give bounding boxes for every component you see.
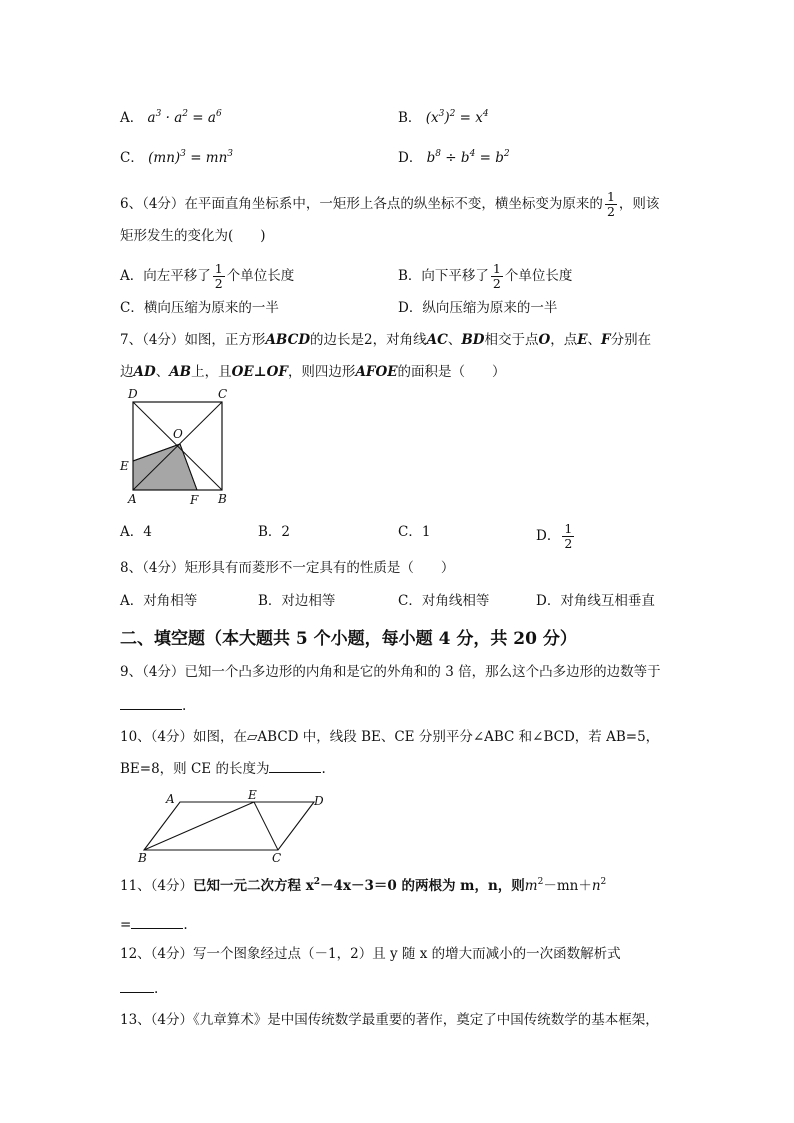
answer-blank[interactable] bbox=[120, 978, 154, 993]
q10-stem-line2: BE=8，则 CE 的长度为 . bbox=[120, 758, 326, 779]
q7-option-c: C．1 bbox=[398, 524, 431, 540]
segment-be bbox=[144, 802, 254, 850]
label-a: A bbox=[166, 792, 175, 806]
math-expression: $a^3 \cdot a^2 = a^6$ bbox=[147, 109, 222, 126]
q5-option-a: A． $a^3 \cdot a^2 = a^6$ bbox=[120, 109, 222, 126]
label-c: C bbox=[272, 851, 282, 865]
shaded-quadrilateral-afoe bbox=[133, 444, 197, 490]
q12-stem: 12、（4分）写一个图象经过点（－1，2）且 y 随 x 的增大而减小的一次函数解析式 bbox=[120, 946, 621, 962]
label-o: O bbox=[173, 427, 183, 441]
parallelogram-abcd bbox=[144, 802, 314, 850]
q10-parallelogram-figure bbox=[134, 788, 334, 866]
math-expression: $(x^3)^2 = x^4$ bbox=[425, 109, 489, 126]
fraction-half: $\frac{1}{2}$ bbox=[492, 261, 501, 291]
q8-option-a: A．对角相等 bbox=[120, 593, 198, 609]
q7-square-figure bbox=[116, 384, 242, 510]
q9-answer-line: . bbox=[120, 695, 186, 716]
math-expression: $(mn)^3 = mn^3$ bbox=[148, 149, 234, 166]
q6-stem-line1: 6、（4分）在平面直角坐标系中，一矩形上各点的纵坐标不变，横坐标变为原来的 $\frac{1}{2}$ ，则该 bbox=[120, 189, 660, 219]
label-e: E bbox=[120, 459, 129, 473]
label-f: F bbox=[190, 493, 199, 507]
q8-stem: 8、（4分）矩形具有而菱形不一定具有的性质是（ ） bbox=[120, 560, 455, 576]
q10-stem-line1: 10、（4分）如图，在▱ABCD 中，线段 BE、CE 分别平分∠ABC 和∠BCD，若 AB=5， bbox=[120, 729, 660, 745]
section-heading-fill-in: 二、填空题（本大题共 5 个小题，每小题 4 分，共 20 分） bbox=[120, 629, 577, 649]
q8-option-c: C．对角线相等 bbox=[398, 593, 490, 609]
label-b: B bbox=[138, 851, 147, 865]
q6-stem-line2: 矩形发生的变化为( ) bbox=[120, 228, 266, 244]
label-d: D bbox=[314, 794, 324, 808]
fraction-half: $\frac{1}{2}$ bbox=[214, 261, 223, 291]
q9-stem: 9、（4分）已知一个凸多边形的内角和是它的外角和的 3 倍，那么这个凸多边形的边数等于 bbox=[120, 664, 661, 680]
answer-blank[interactable] bbox=[269, 758, 321, 773]
fraction-half: $\frac{1}{2}$ bbox=[606, 189, 615, 219]
segment-ce bbox=[254, 802, 278, 850]
answer-blank[interactable] bbox=[131, 914, 183, 929]
q12-answer-line: . bbox=[120, 978, 158, 999]
fraction-half: $\frac{1}{2}$ bbox=[564, 521, 573, 551]
q6-option-d: D．纵向压缩为原来的一半 bbox=[398, 300, 558, 316]
label-e: E bbox=[248, 788, 257, 802]
q11-answer-line: = . bbox=[120, 914, 188, 935]
label-c: C bbox=[218, 387, 228, 401]
q11-stem: 11、（4分）已知一元二次方程 $x^2-4x-3=0$ 的两根为 m，n，则$m^2-mn+n^2$ bbox=[120, 877, 607, 894]
q7-option-a: A．4 bbox=[120, 524, 152, 540]
q5-option-b: B． $(x^3)^2 = x^4$ bbox=[398, 109, 489, 126]
label-d: D bbox=[128, 387, 138, 401]
q7-option-d: D． $\frac{1}{2}$ bbox=[536, 521, 573, 551]
label-b: B bbox=[218, 492, 227, 506]
q7-stem-line1: 7、（4分）如图，正方形ABCD的边长是2，对角线AC、BD相交于点O，点E、F分别在 bbox=[120, 332, 652, 348]
q5-option-c: C． $(mn)^3 = mn^3$ bbox=[120, 149, 234, 166]
q6-option-a: A．向左平移了 $\frac{1}{2}$ 个单位长度 bbox=[120, 261, 295, 291]
q8-option-d: D．对角线互相垂直 bbox=[536, 593, 655, 609]
math-expression: $b^8 \div b^4 = b^2$ bbox=[426, 149, 510, 166]
q8-option-b: B．对边相等 bbox=[258, 593, 336, 609]
q6-option-b: B．向下平移了 $\frac{1}{2}$ 个单位长度 bbox=[398, 261, 573, 291]
answer-blank[interactable] bbox=[120, 695, 182, 710]
label-a: A bbox=[128, 492, 137, 506]
q6-option-c: C．横向压缩为原来的一半 bbox=[120, 300, 279, 316]
q5-option-d: D． $b^8 \div b^4 = b^2$ bbox=[398, 149, 510, 166]
q7-stem-line2: 边AD、AB上，且OE⊥OF，则四边形AFOE的面积是（ ） bbox=[120, 364, 506, 380]
q13-stem: 13、（4分）《九章算术》是中国传统数学最重要的著作，奠定了中国传统数学的基本框架， bbox=[120, 1012, 659, 1028]
q7-option-b: B．2 bbox=[258, 524, 291, 540]
